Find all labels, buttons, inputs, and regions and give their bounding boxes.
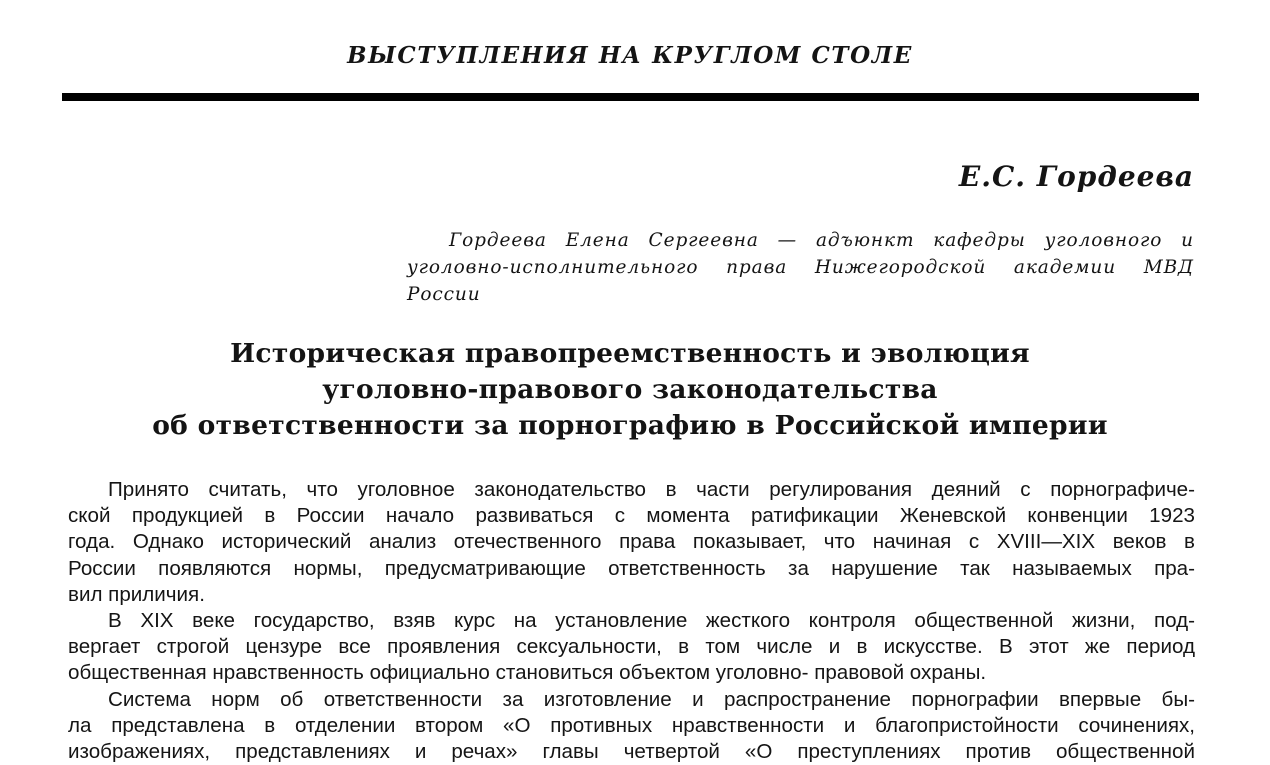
author-name: Е.С. Гордеева: [958, 160, 1194, 193]
article-title-line: уголовно-правового законодательства: [322, 374, 938, 405]
author-bio-line: уголовно-исполнительного права Нижегородской академии МВД: [407, 257, 1194, 278]
text-line: Принято считать, что уголовное законодательство в части регулирования деяний с порнографиче-: [108, 478, 1195, 501]
text-line: вергает строгой цензуре все проявления сексуальности, в том числе и в искусстве. В этот же период: [68, 635, 1195, 659]
text-line: вил приличия.: [68, 582, 205, 606]
article-title-line: об ответственности за порнографию в Российской империи: [152, 410, 1108, 441]
author-bio: [407, 227, 1194, 308]
article-title: [60, 336, 1200, 444]
text-line: года. Однако исторический анализ отечественного права показывает, что начиная с XVIII—XIX веков в: [68, 530, 1195, 554]
section-header-title: ВЫСТУПЛЕНИЯ НА КРУГЛОМ СТОЛЕ: [347, 42, 913, 69]
article-title-line: Историческая правопреемственность и эволюция: [230, 338, 1030, 369]
paragraph-3: [68, 687, 1195, 765]
paragraph-1: [68, 477, 1195, 608]
author-bio-line: Гордеева Елена Сергеевна — адъюнкт кафедры уголовного и: [449, 230, 1194, 251]
author-bio-line: России: [407, 284, 481, 305]
text-line: В XIX веке государство, взяв курс на установление жесткого контроля общественной жизни, под-: [108, 609, 1195, 633]
text-line: изображениях, представлениях и речах» главы четвертой «О преступлениях против общественной: [68, 740, 1195, 764]
header-divider: [62, 93, 1199, 101]
text-line: ской продукцией в России начало развиваться с момента ратификации Женевской конвенции 1923: [68, 504, 1195, 528]
text-line: общественная нравственность официально становиться объектом уголовно- правовой охраны.: [68, 661, 987, 685]
text-line: ла представлена в отделении втором «О противных нравственности и благопристойности сочинениях,: [68, 713, 1195, 737]
text-line: России появляются нормы, предусматривающие ответственность за нарушение так называемых пра-: [68, 556, 1195, 580]
article-body: [68, 477, 1195, 765]
paragraph-2: [68, 608, 1195, 687]
text-line: Система норм об ответственности за изготовление и распространение порнографии впервые бы-: [108, 687, 1195, 711]
